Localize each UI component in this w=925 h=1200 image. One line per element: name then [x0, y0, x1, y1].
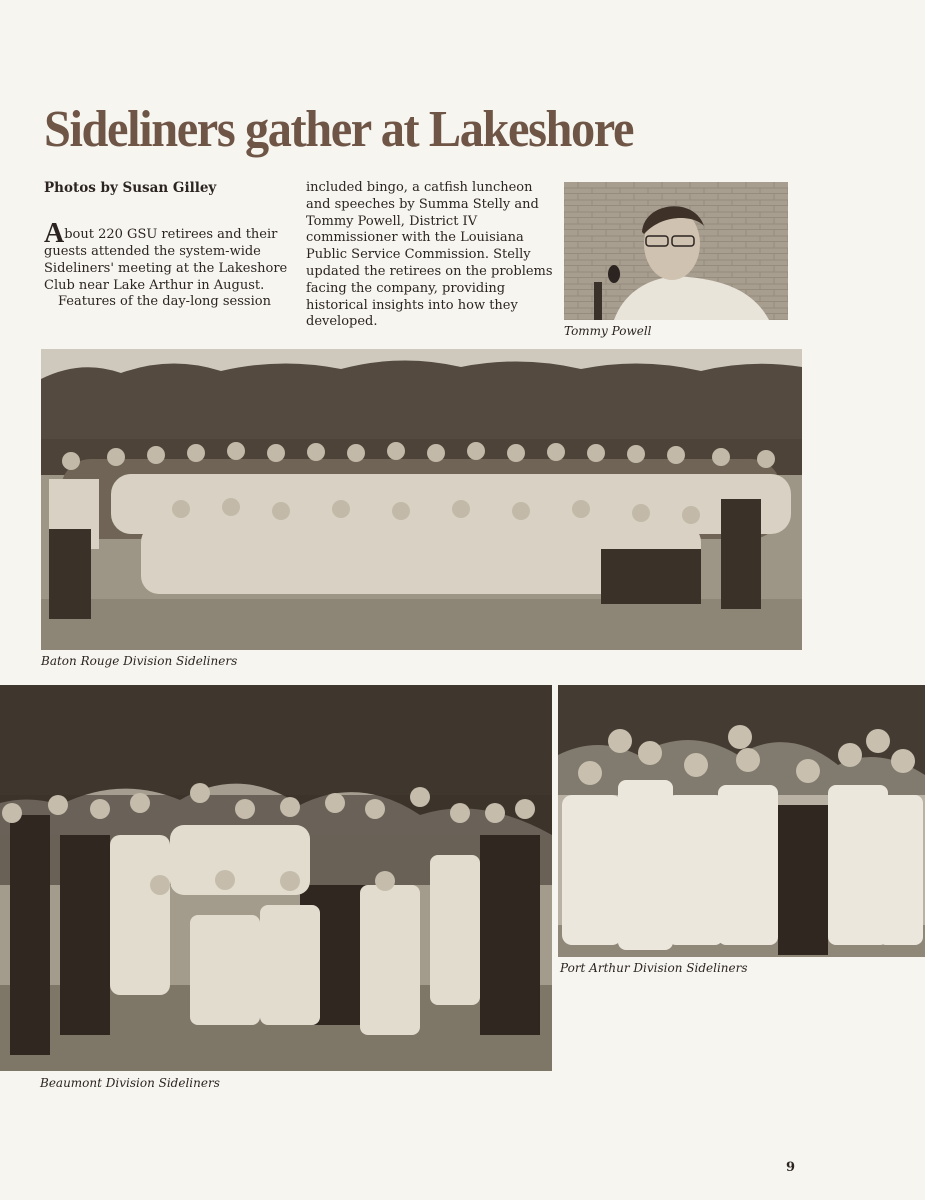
article-paragraph-2: Features of the day-long session: [58, 294, 271, 310]
page-number: 9: [786, 1160, 796, 1175]
port-arthur-group-photo: [558, 685, 925, 957]
port-arthur-caption: Port Arthur Division Sideliners: [560, 961, 748, 975]
article-column-1: [44, 218, 292, 311]
beaumont-group-photo: [0, 685, 552, 1071]
baton-rouge-caption: Baton Rouge Division Sideliners: [41, 654, 238, 668]
beaumont-caption: Beaumont Division Sideliners: [40, 1076, 220, 1090]
article-column-2: [306, 180, 556, 331]
photo-credit: Photos by Susan Gilley: [44, 180, 217, 196]
article-paragraph-2-continued: included bingo, a catfish luncheon and speeches by Summa Stelly and Tommy Powell, District IV commissioner with the Louisiana Public Service Commission. Stelly updated the retirees on the problems facing the company, providing historical insights into how they developed.: [306, 180, 553, 330]
tommy-powell-photo: [564, 182, 788, 320]
article-paragraph-1: [44, 218, 292, 294]
paragraph-1-text: bout 220 GSU retirees and their guests attended the system-wide Sideliners' meeting at the Lakeshore Club near Lake Arthur in August.: [44, 227, 288, 293]
drop-cap: A: [44, 218, 65, 249]
baton-rouge-group-photo: [41, 349, 802, 650]
tommy-powell-caption: Tommy Powell: [564, 324, 652, 338]
headline: Sideliners gather at Lakeshore: [44, 101, 634, 158]
